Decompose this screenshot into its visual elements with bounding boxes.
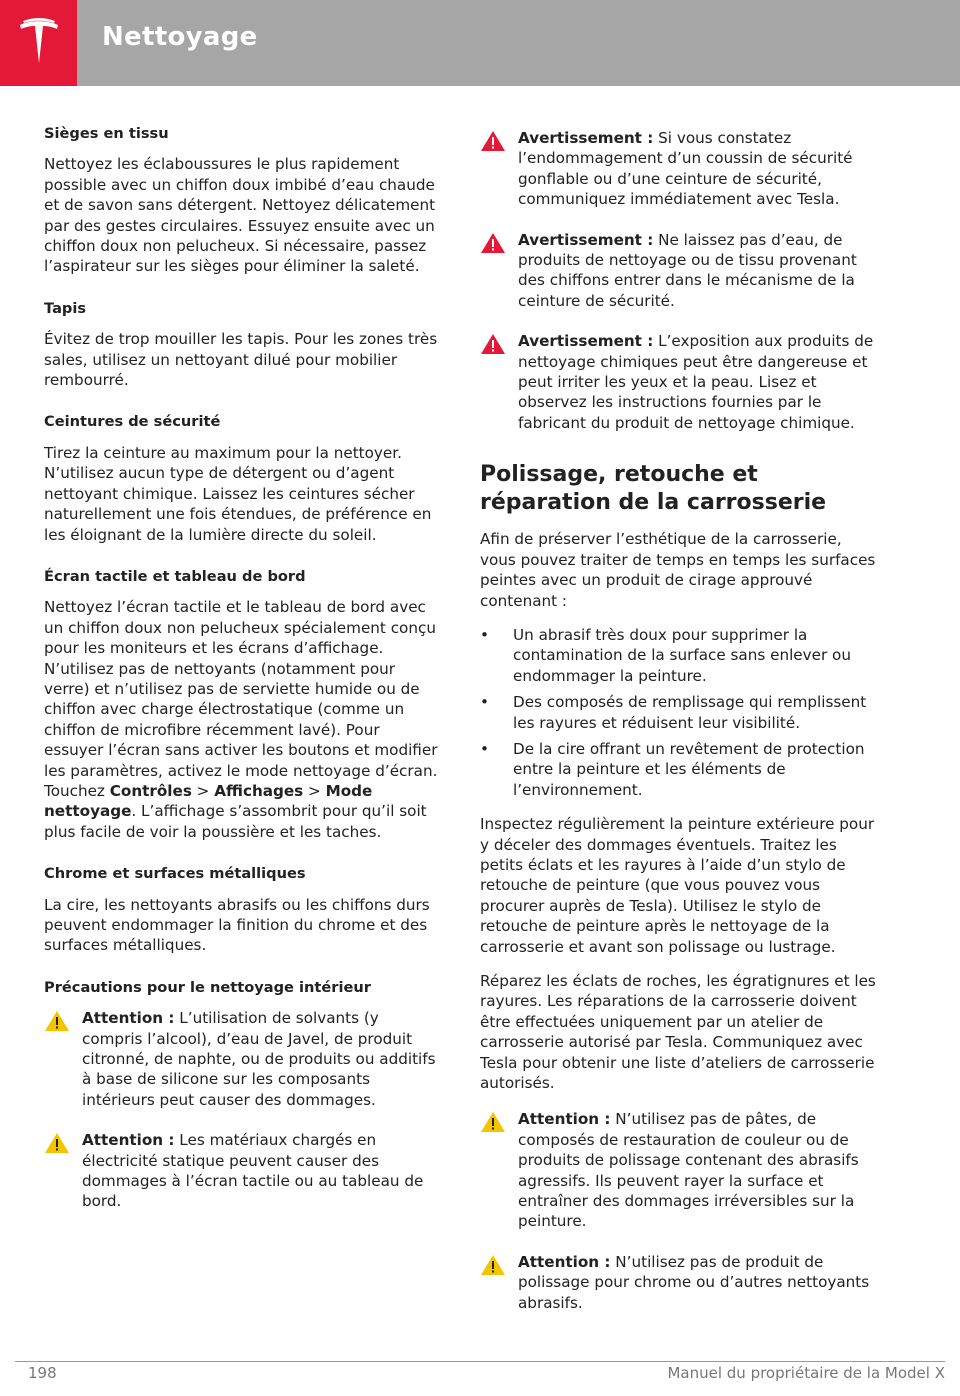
warning-notice: Avertissement : L’exposition aux produits de nettoyage chimiques peut être dangereuse et peut irriter les yeux et la peau. Lisez et observez les instructions fournies par le fabricant du produit de nettoyage chimique. [480,331,880,433]
menu-path-clean-mode: Mode nettoyage [44,781,373,821]
menu-path-controls: Contrôles [109,781,192,800]
right-column [480,128,880,1333]
section-text-fabric-seats: Nettoyez les éclaboussures le plus rapidement possible avec un chiffon doux imbibé d’eau chaude et de savon sans détergent. Nettoyez délicatement par des gestes circulaires. Essuyez ensuite avec un chiffon doux non pelucheux. Si nécessaire, passez l’aspirateur sur les sièges pour éliminer la saleté. [44,155,436,276]
caution-notice: Attention : L’utilisation de solvants (y compris l’alcool), d’eau de Javel, de produit citronné, de naphte, ou de produits ou additifs à base de silicone sur les composants intérieurs peut causer des dommages. [44,1008,442,1110]
caution-notice: Attention : N’utilisez pas de produit de polissage pour chrome ou d’autres nettoyants abrasifs. [480,1252,880,1313]
section-heading-bodywork: Polissage, retouche et réparation de la carrosserie [480,462,827,516]
section-title-seat-belts: Ceintures de sécurité [44,413,221,431]
warning-icon [480,230,518,312]
section-text-chrome: La cire, les nettoyants abrasifs ou les chiffons durs peuvent endommager la finition du chrome et des surfaces métalliques. [44,895,430,955]
caution-icon [44,1130,82,1212]
bodywork-intro: Afin de préserver l’esthétique de la carrosserie, vous pouvez traiter de temps en temps les surfaces peintes avec un produit de cirage approuvé contenant : [480,530,876,610]
list-item: • Un abrasif très doux pour supprimer la contamination de la surface sans enlever ou endommager la peinture. [480,625,851,685]
inspection-paragraph: Inspectez régulièrement la peinture extérieure pour y déceler des dommages éventuels. Traitez les petits éclats et les rayures à l’aide d’un stylo de retouche de peinture (que vous pouvez vous procurer auprès de Tesla). Utilisez le stylo de retouche de peinture après le nettoyage de la carrosserie et avant son polissage ou lustrage. [480,815,875,956]
tesla-logo-icon [17,17,61,69]
page-number: 198 [28,1364,57,1382]
wax-contents-list [480,625,880,800]
manual-title: Manuel du propriétaire de la Model X [667,1364,945,1382]
tesla-logo [0,0,77,86]
warning-icon [480,128,518,210]
section-title-fabric-seats: Sièges en tissu [44,125,169,142]
left-column [44,124,442,1232]
caution-notice: Attention : N’utilisez pas de pâtes, de composés de restauration de couleur ou de produits de polissage contenant des abrasifs agressifs. Ils peuvent rayer la surface et entraîner des dommages irréversibles sur la peinture. [480,1109,880,1231]
section-title-chrome: Chrome et surfaces métalliques [44,865,306,883]
menu-path-displays: Affichages [214,781,304,800]
section-text-seat-belts: Tirez la ceinture au maximum pour la nettoyer. N’utilisez aucun type de détergent ou d’agent nettoyant chimique. Laissez les ceintures sécher naturellement une fois étendues, de préférence en les éloignant de la lumière directe du soleil. [44,443,432,544]
caution-icon [480,1109,518,1231]
repair-paragraph: Réparez les éclats de roches, les égratignures et les rayures. Les réparations de la carrosserie doivent être effectuées uniquement par un atelier de carrosserie autorisé par Tesla. Communiquez avec Tesla pour obtenir une liste d’ateliers de carrosserie autorisés. [480,972,876,1093]
section-title-interior-precautions: Précautions pour le nettoyage intérieur [44,978,371,996]
warning-notice: Avertissement : Ne laissez pas d’eau, de produits de nettoyage ou de tissu provenant des chiffons entrer dans le mécanisme de la ceinture de sécurité. [480,230,880,312]
caution-icon [480,1252,518,1313]
section-text-touchscreen: Nettoyez l’écran tactile et le tableau de bord avec un chiffon doux non pelucheux spécialement conçu pour les moniteurs et les écrans d’affichage. N’utilisez pas de nettoyants (notamment pour verre) et n’utilisez pas de serviette humide ou de chiffon avec charge électrostatique (comme un chiffon de microfibre récemment lavé). Pour essuyer l’écran sans activer les boutons et modifier les paramètres, activez le mode nettoyage d’écran. Touchez Contrôles > Affichages > Mode nettoyage. L’affichage s’assombrit pour qu’il soit plus facile de voir la poussière et les taches. [44,598,438,841]
footer-divider [15,1361,945,1362]
section-text-carpets: Évitez de trop mouiller les tapis. Pour les zones très sales, utilisez un nettoyant dilué pour mobilier rembourré. [44,330,438,390]
caution-notice: Attention : Les matériaux chargés en électricité statique peuvent causer des dommages à l’écran tactile ou au tableau de bord. [44,1130,442,1212]
warning-icon [480,331,518,433]
warning-notice: Avertissement : Si vous constatez l’endommagement d’un coussin de sécurité gonflable ou d’une ceinture de sécurité, communiquez immédiatement avec Tesla. [480,128,880,210]
list-item: • Des composés de remplissage qui remplissent les rayures et réduisent leur visibilité. [480,693,867,732]
section-title-touchscreen: Écran tactile et tableau de bord [44,567,306,585]
page-header [0,0,960,86]
list-item: • De la cire offrant un revêtement de protection entre la peinture et les éléments de l’environnement. [480,739,865,799]
caution-icon [44,1008,82,1110]
section-title-carpets: Tapis [44,299,87,317]
page-title: Nettoyage [102,22,258,52]
